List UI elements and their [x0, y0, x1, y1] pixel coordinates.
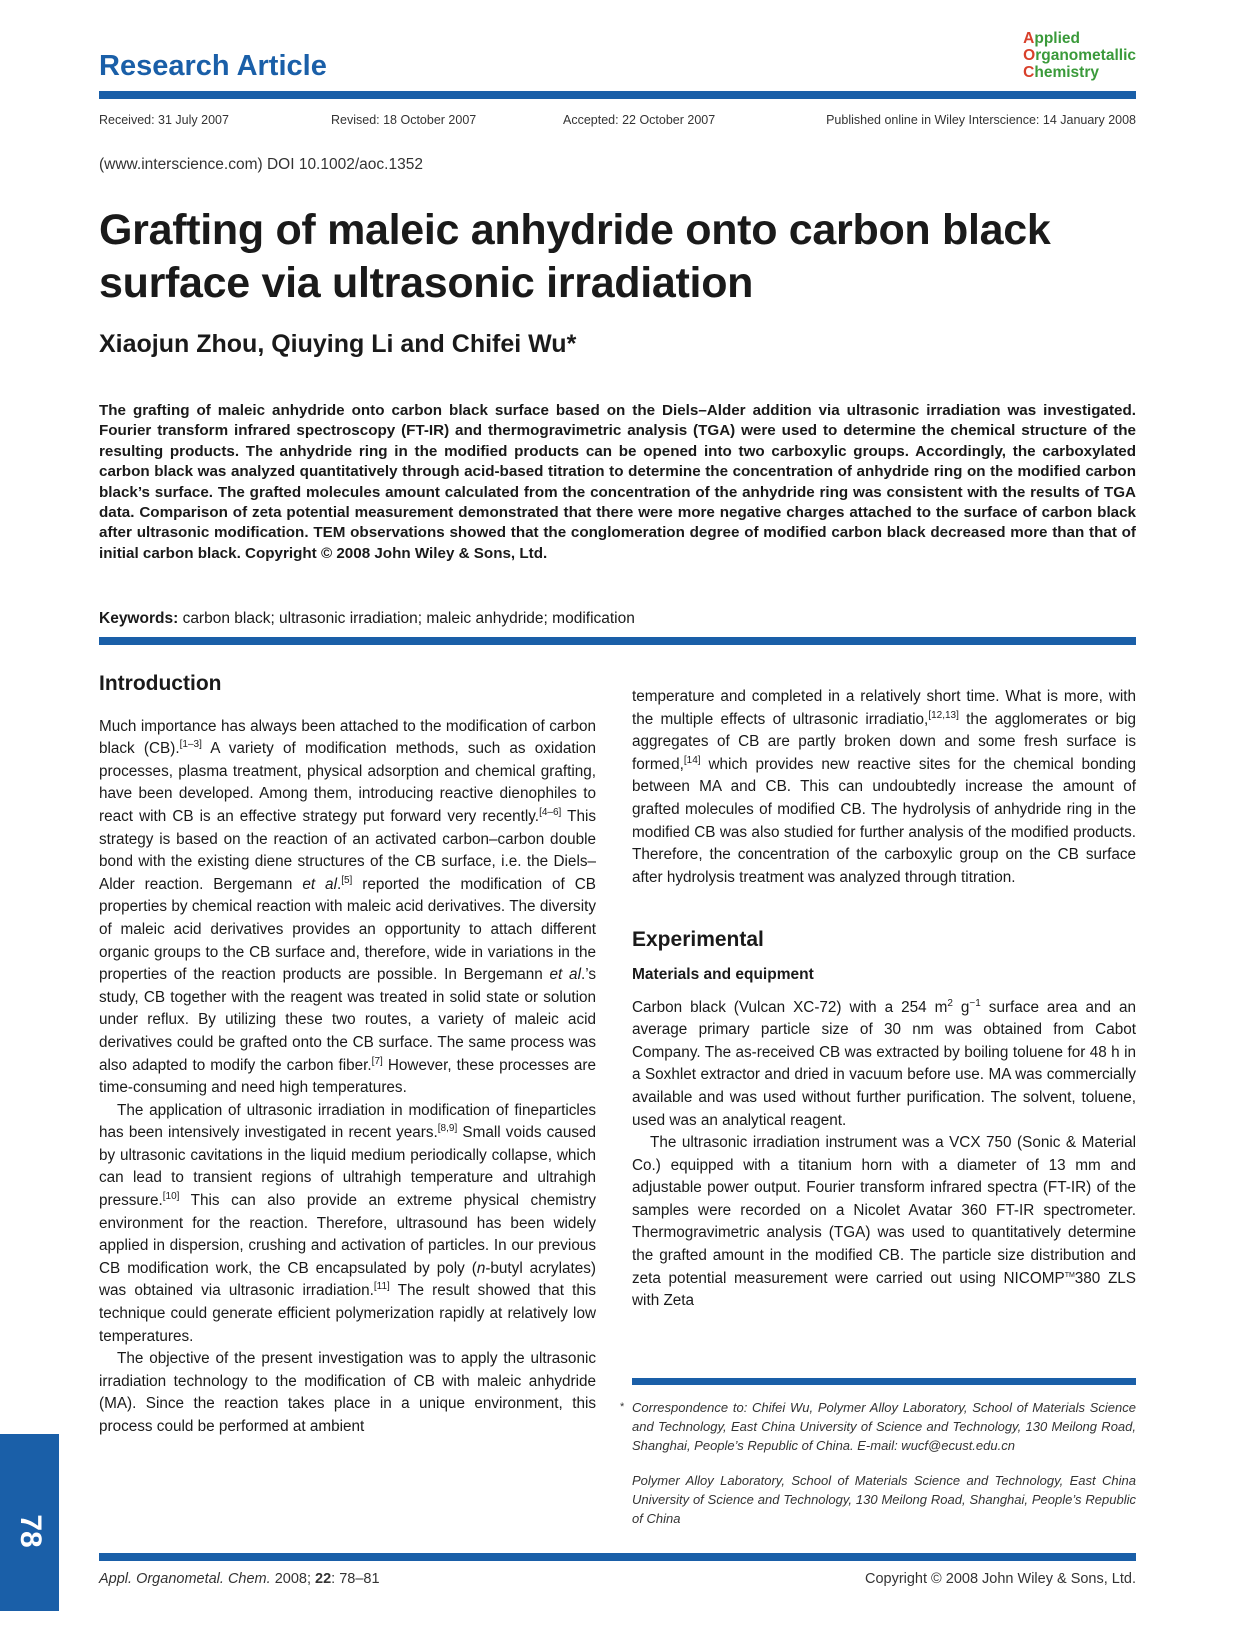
footnote-rule: [632, 1378, 1136, 1385]
article-title: Grafting of maleic anhydride onto carbon black surface via ultrasonic irradiation: [99, 206, 1051, 307]
abstract: The grafting of maleic anhydride onto carbon black surface based on the Diels–Alder addition via ultrasonic irradiation was investigated. Fourier transform infrared spectroscopy (FT-IR) and thermogravimetric analysis (TGA) were used to determine the chemical structure of the resulting products. The anhydride ring in the modified products can be opened into two carboxylic groups. Accordingly, the carboxylated carbon black was analyzed quantitatively through acid-based titration to determine the concentration of anhydride ring on the modified carbon black’s surface. The grafted molecules amount calculated from the concentration of the anhydride ring was consistent with the results of TGA data. Comparison of zeta potential measurement demonstrated that there were more negative charges attached to the surface of carbon black after ultrasonic modification. TEM observations showed that the conglomeration degree of modified carbon black decreased more than that of initial carbon black. Copyright © 2008 John Wiley & Sons, Ltd.: [99, 402, 1136, 562]
page-number-tab: [0, 1434, 59, 1611]
accepted-date: Accepted: 22 October 2007: [563, 113, 716, 127]
introduction-heading: Introduction: [99, 672, 222, 695]
intro-paragraph-2: The application of ultrasonic irradiation in modification of fineparticles has been intensively investigated in recent years.[8,9] Small voids caused by ultrasonic cavitations in the liquid medium periodically collapse, which can lead to transient regions of ultrahigh temperature and ultrahigh pressure.[10] This can also provide an extreme physical chemistry environment for the reaction. Therefore, ultrasound has been widely applied in dispersion, crushing and activation of particles. In our previous CB modification work, the CB encapsulated by poly (n-butyl acrylates) was obtained via ultrasonic irradiation.[11] The result showed that this technique could generate efficient polymerization rapidly at relatively low temperatures.: [99, 1101, 596, 1345]
journal-reference: Appl. Organometal. Chem. 2008; 22: 78–81: [99, 1571, 380, 1587]
left-column: [99, 673, 596, 1439]
intro-continuation: temperature and completed in a relatively short time. What is more, with the multiple effects of ultrasonic irradiatio,[12,13] the agglomerates or big aggregates of CB are partly broken down and some fresh surface is formed,[14] which provides new reactive sites for the chemical bonding between MA and CB. This can undoubtedly increase the amount of grafted molecules of modified CB. The hydrolysis of anhydride ring in the modified CB was also studied for further analysis of the modified products. Therefore, the concentration of the carboxylic group on the CB surface after hydrolysis treatment was analyzed through titration.: [632, 688, 1136, 886]
footer-copyright: Copyright © 2008 John Wiley & Sons, Ltd.: [864, 1571, 1136, 1587]
materials-paragraph-1: Carbon black (Vulcan XC-72) with a 254 $m^2$ $g^{-1}$ surface area and an average primary particle size of 30 nm was obtained from Cabot Company. The as-received CB was extracted by boiling toluene for 48 h in a Soxhlet extractor and dried in vacuum before use. MA was commercially available and was used without further purification. The solvent, toluene, used was an analytical reagent.: [632, 997, 1137, 1129]
intro-paragraph-1: Much importance has always been attached to the modification of carbon black (CB).[1–3] A variety of modification methods, such as oxidation processes, plasma treatment, physical adsorption and chemical grafting, have been developed. Among them, introducing reactive dienophiles to react with CB is an effective strategy put forward very recently.[4–6] This strategy is based on the reaction of an activated carbon–carbon double bond with the existing diene structures of the CB surface, i.e. the Diels–Alder reaction. Bergemann et al.[5] reported the modification of CB properties by chemical reaction with maleic acid derivatives. The diversity of maleic acid derivatives provides an opportunity to attach different organic groups to the CB surface and, therefore, wide in variations in the properties of the reaction products are possible. In Bergemann et al.’s study, CB together with the reagent was treated in solid state or solution under reflux. By utilizing these two routes, a variety of maleic acid derivatives could be grafted onto the CB surface. The same process was also adapted to modify the carbon fiber.[7] However, these processes are time-consuming and need high temperatures.: [99, 717, 597, 1097]
correspondence-footnote: * Correspondence to: Chifei Wu, Polymer Alloy Laboratory, School of Materials Science and Technology, East China University of Science and Technology, 130 Meilong Road, Shanghai, People’s Republic of China. E-mail: wucf@ecust.edu.cn Polymer Alloy Laboratory, School of Materials Science and Technology, East China University of Science and Technology, 130 Meilong Road, Shanghai, People’s Republic of China: [620, 1400, 1136, 1526]
materials-heading: Materials and equipment: [632, 965, 814, 983]
header-rule: [99, 91, 1136, 99]
keywords: Keywords: carbon black; ultrasonic irradiation; maleic anhydride; modification: [99, 610, 635, 627]
experimental-heading: Experimental: [632, 928, 764, 952]
abstract-rule: [99, 637, 1136, 645]
footer-rule: [99, 1553, 1136, 1561]
materials-paragraph-2: The ultrasonic irradiation instrument was a VCX 750 (Sonic & Material Co.) equipped with a titanium horn with a diameter of 13 mm and adjustable power output. Fourier transform infrared spectra (FT-IR) of the samples were recorded on a Nicolet Avatar 360 FT-IR spectrometer. Thermogravimetric analysis (TGA) was used to quantitatively determine the grafted amount in the modified CB. The particle size distribution and zeta potential measurement were carried out using NICOMP™380 ZLS with Zeta: [632, 1134, 1137, 1310]
published-date: Published online in Wiley Interscience: 14 January 2008: [826, 113, 1136, 127]
authors: Xiaojun Zhou, Qiuying Li and Chifei Wu*: [99, 330, 577, 358]
revised-date: Revised: 18 October 2007: [331, 113, 477, 127]
page-number: 78: [14, 1514, 47, 1548]
received-date: Received: 31 July 2007: [99, 113, 229, 127]
doi: (www.interscience.com) DOI 10.1002/aoc.1352: [99, 156, 423, 173]
right-column: [632, 686, 1136, 1313]
section-label: Research Article: [99, 50, 327, 82]
intro-paragraph-3: The objective of the present investigation was to apply the ultrasonic irradiation technology to the modification of CB with maleic anhydride (MA). Since the reaction takes place in a unique environment, this process could be performed at ambient: [99, 1350, 596, 1435]
journal-logo: Applied Organometallic Chemistry: [1023, 30, 1136, 81]
